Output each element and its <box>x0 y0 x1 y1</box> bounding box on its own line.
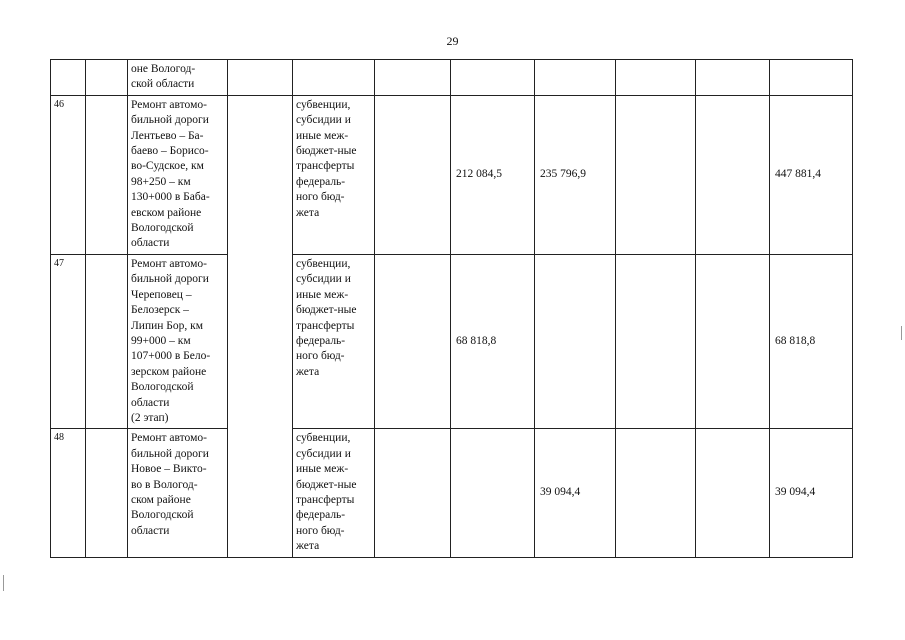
object-name-line: ской области <box>131 78 195 91</box>
object-name-line: во в Вологод- <box>131 478 198 491</box>
row-number: 46 <box>54 98 64 110</box>
funding-source-line: субвенции, <box>296 432 351 445</box>
amount-cell <box>535 254 616 428</box>
amount-cell <box>616 95 696 254</box>
object-name-line: Ремонт автомо- <box>131 257 207 270</box>
amount-value: 235 796,9 <box>540 168 586 181</box>
funding-source-cell <box>293 60 375 96</box>
funding-source-line: бюджет-ные <box>296 478 357 491</box>
empty-cell <box>86 429 128 557</box>
object-name-line: Вологодской <box>131 509 194 522</box>
table-row <box>51 429 853 557</box>
object-name-line: 130+000 в Баба- <box>131 191 210 204</box>
amount-cell <box>696 95 770 254</box>
funding-source-line: ного бюд- <box>296 350 345 363</box>
object-name-line: Ремонт автомо- <box>131 98 207 111</box>
object-name-line: (2 этап) <box>131 411 169 424</box>
funding-source-cell <box>293 95 375 254</box>
funding-source-line: жета <box>296 540 320 553</box>
amount-cell <box>770 95 853 254</box>
funding-source-line: трансферты <box>296 493 355 506</box>
object-name-line: Вологодской <box>131 222 194 235</box>
funding-source-line: ного бюд- <box>296 191 345 204</box>
amount-cell <box>535 429 616 557</box>
funding-source-line: федераль- <box>296 334 346 347</box>
amount-value: 212 084,5 <box>456 168 502 181</box>
funding-table <box>50 59 853 558</box>
amount-cell <box>451 60 535 96</box>
empty-cell <box>86 254 128 428</box>
row-number-cell <box>51 254 86 428</box>
amount-cell <box>770 60 853 96</box>
row-number: 47 <box>54 257 64 269</box>
object-name-line: баево – Борисо- <box>131 145 209 158</box>
blank-cell <box>228 60 293 96</box>
page-number: 29 <box>446 34 459 48</box>
funding-source-cell <box>293 254 375 428</box>
funding-source-line: субсидии и <box>296 447 351 460</box>
amount-value: 39 094,4 <box>775 486 816 499</box>
object-name-line: Белозерск – <box>131 304 189 317</box>
object-name-cell <box>128 254 228 428</box>
amount-cell <box>770 429 853 557</box>
object-name-line: Новое – Викто- <box>131 463 207 476</box>
object-name-line: Череповец – <box>131 288 192 301</box>
funding-source-line: субсидии и <box>296 273 351 286</box>
object-name-line: зерском районе <box>131 365 207 378</box>
amount-value: 39 094,4 <box>540 486 581 499</box>
funding-source-line: федераль- <box>296 175 346 188</box>
amount-cell <box>696 254 770 428</box>
object-name-line: 99+000 – км <box>131 334 191 347</box>
row-number-cell <box>51 60 86 96</box>
funding-source-line: федераль- <box>296 509 346 522</box>
row-number-cell <box>51 95 86 254</box>
amount-cell <box>451 254 535 428</box>
amount-cell <box>535 60 616 96</box>
object-name-cell <box>128 60 228 96</box>
funding-source-line: бюджет-ные <box>296 304 357 317</box>
object-name-line: бильной дороги <box>131 447 209 460</box>
amount-cell <box>696 429 770 557</box>
amount-value: 68 818,8 <box>775 334 816 347</box>
scan-mark <box>3 575 4 591</box>
amount-value: 68 818,8 <box>456 334 497 347</box>
object-name-line: Вологодской <box>131 381 194 394</box>
funding-source-line: бюджет-ные <box>296 145 357 158</box>
funding-source-line: ного бюд- <box>296 524 345 537</box>
object-name-line: 107+000 в Бело- <box>131 350 211 363</box>
amount-cell <box>616 429 696 557</box>
object-name-line: бильной дороги <box>131 273 209 286</box>
amount-cell <box>451 95 535 254</box>
amount-cell <box>375 254 451 428</box>
scan-mark <box>901 326 902 340</box>
object-name-line: бильной дороги <box>131 114 209 127</box>
amount-cell <box>451 429 535 557</box>
object-name-line: Ремонт автомо- <box>131 432 207 445</box>
object-name-cell <box>128 429 228 557</box>
funding-source-line: иные меж- <box>296 288 349 301</box>
funding-source-line: иные меж- <box>296 463 349 476</box>
funding-source-line: жета <box>296 206 320 219</box>
object-name-line: оне Вологод- <box>131 63 196 75</box>
table-row <box>51 254 853 428</box>
row-number: 48 <box>54 432 64 444</box>
funding-source-line: субвенции, <box>296 257 351 270</box>
amount-cell <box>375 60 451 96</box>
funding-source-line: субвенции, <box>296 98 351 111</box>
table-row <box>51 95 853 254</box>
object-name-line: 98+250 – км <box>131 175 191 188</box>
merged-blank-cell <box>228 95 293 557</box>
empty-cell <box>86 95 128 254</box>
table-body <box>51 60 853 558</box>
object-name-line: во-Судское, км <box>131 160 204 173</box>
funding-table-wrapper <box>50 59 852 558</box>
object-name-line: евском районе <box>131 206 202 219</box>
row-number-cell <box>51 429 86 557</box>
funding-source-line: трансферты <box>296 319 355 332</box>
object-name-line: области <box>131 524 170 537</box>
amount-cell <box>375 429 451 557</box>
amount-cell <box>375 95 451 254</box>
object-name-line: области <box>131 396 170 409</box>
funding-source-line: жета <box>296 365 320 378</box>
amount-cell <box>535 95 616 254</box>
object-name-line: ском районе <box>131 493 191 506</box>
amount-cell <box>616 60 696 96</box>
object-name-line: Липин Бор, км <box>131 319 204 332</box>
funding-source-line: иные меж- <box>296 129 349 142</box>
funding-source-cell <box>293 429 375 557</box>
object-name-cell <box>128 95 228 254</box>
table-row <box>51 60 853 96</box>
amount-value: 447 881,4 <box>775 168 821 181</box>
funding-source-line: трансферты <box>296 160 355 173</box>
object-name-line: Лентьево – Ба- <box>131 129 204 142</box>
amount-cell <box>770 254 853 428</box>
object-name-line: области <box>131 237 170 250</box>
amount-cell <box>696 60 770 96</box>
funding-source-line: субсидии и <box>296 114 351 127</box>
empty-cell <box>86 60 128 96</box>
amount-cell <box>616 254 696 428</box>
